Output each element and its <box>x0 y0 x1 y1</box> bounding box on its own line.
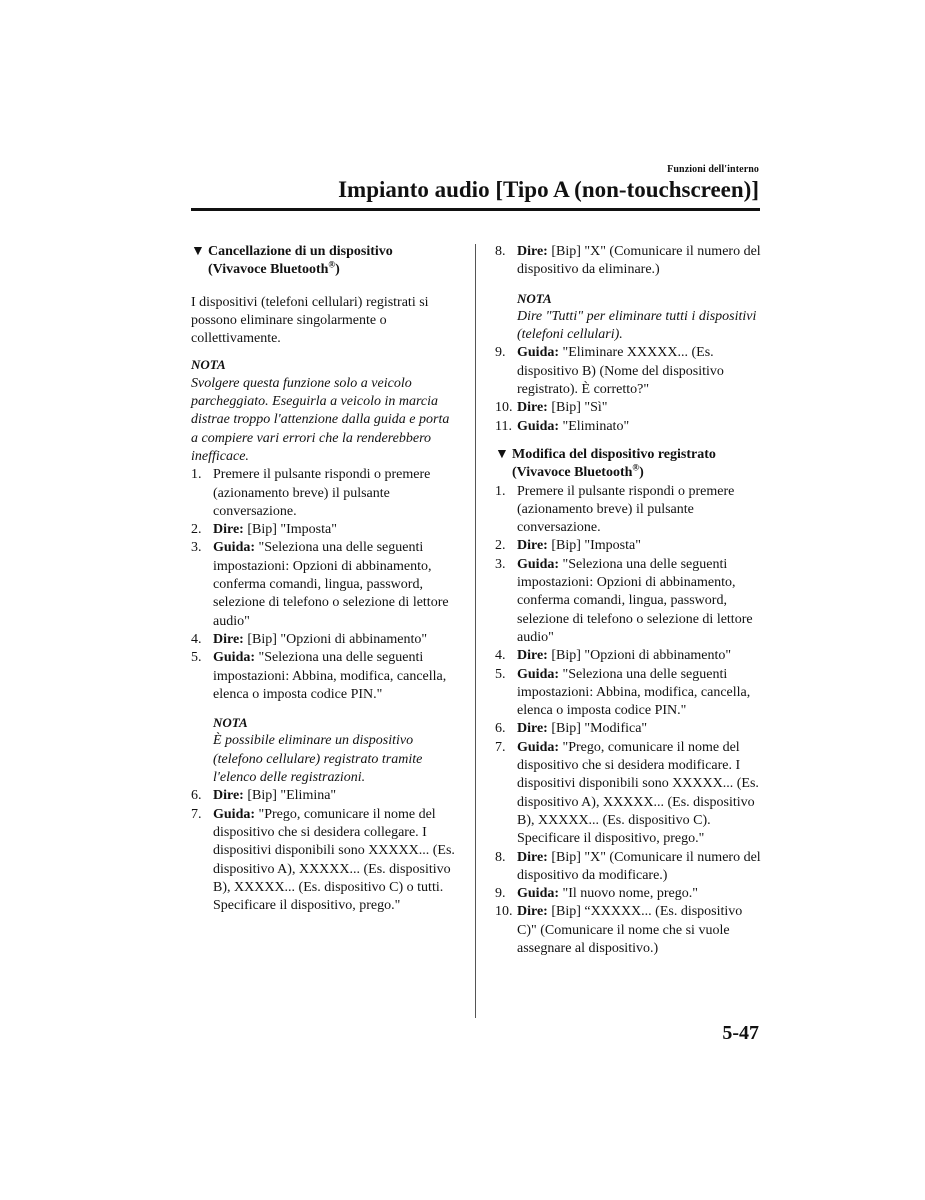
step-number: 10. <box>495 400 513 416</box>
step-text: [Bip] "Imposta" <box>243 522 337 538</box>
step-label: Guida: <box>517 739 560 755</box>
step-item <box>191 466 459 521</box>
step-item <box>191 806 459 916</box>
step-number: 6. <box>495 721 506 737</box>
note-title: NOTA <box>517 290 552 306</box>
step-label: Dire: <box>213 631 244 647</box>
steps-list <box>191 466 459 704</box>
step-item <box>191 649 459 704</box>
step-item <box>495 344 765 399</box>
step-number: 3. <box>191 540 202 556</box>
step-item <box>495 483 765 538</box>
subheading-line1: Modifica del dispositivo registrato <box>512 446 716 462</box>
step-item <box>495 903 765 958</box>
step-number: 4. <box>495 648 506 664</box>
step-label: Dire: <box>213 788 244 804</box>
step-label: Dire: <box>517 400 548 416</box>
step-text: "Eliminato" <box>559 418 630 434</box>
step-number: 5. <box>191 650 202 666</box>
step-text: "Il nuovo nome, prego." <box>559 886 698 902</box>
steps-list <box>495 243 765 280</box>
step-text: "Seleziona una delle seguenti impostazioni: Abbina, modifica, cancella, elenca o imposta codice PIN." <box>213 650 447 702</box>
step-item <box>495 739 765 849</box>
step-number: 5. <box>495 666 506 682</box>
step-label: Dire: <box>517 721 548 737</box>
step-label: Dire: <box>213 522 244 538</box>
step-item <box>495 243 765 280</box>
step-number: 2. <box>191 522 202 538</box>
step-item <box>191 787 459 805</box>
step-number: 7. <box>495 739 506 755</box>
step-item <box>495 666 765 721</box>
step-item <box>495 647 765 665</box>
step-label: Guida: <box>517 345 560 361</box>
step-label: Dire: <box>517 538 548 554</box>
step-text: [Bip] "Elimina" <box>243 788 337 804</box>
step-text: [Bip] "Imposta" <box>547 538 641 554</box>
step-number: 6. <box>191 788 202 804</box>
step-label: Dire: <box>517 904 548 920</box>
step-text: [Bip] "Modifica" <box>547 721 648 737</box>
step-number: 7. <box>191 806 202 822</box>
note-box <box>213 714 459 787</box>
intro-paragraph: I dispositivi (telefoni cellulari) registrati si possono eliminare singolarmente o collettivamente. <box>191 294 429 347</box>
subheading-delete-device <box>191 243 459 280</box>
step-item <box>495 418 765 436</box>
step-text: [Bip] "Opzioni di abbinamento" <box>547 648 732 664</box>
step-label: Guida: <box>517 556 560 572</box>
note-text: È possibile eliminare un dispositivo (telefono cellulare) registrato tramite l'elenco delle registrazioni. <box>213 733 423 786</box>
step-text: "Prego, comunicare il nome del dispositivo che si desidera modificare. I dispositivi disponibili sono XXXXX... (Es. dispositivo A), XXXXX... (Es. dispositivo B), XXXXX... (Es. dispositivo C). Specificare il dispositivo, prego." <box>517 739 759 847</box>
right-column <box>495 243 765 958</box>
step-item <box>495 399 765 417</box>
step-label: Guida: <box>517 666 560 682</box>
step-text: Premere il pulsante rispondi o premere (azionamento breve) il pulsante conversazione. <box>213 467 431 519</box>
triangle-down-icon: ▼ <box>191 244 205 259</box>
step-number: 1. <box>495 483 506 499</box>
page-number: 5-47 <box>722 1022 759 1044</box>
step-text: [Bip] "X" (Comunicare il numero del dispositivo da eliminare.) <box>517 244 761 278</box>
subheading-line2: (Vivavoce Bluetooth®) <box>512 462 644 481</box>
step-number: 8. <box>495 244 506 259</box>
note-title: NOTA <box>213 715 248 731</box>
subheading-line1: Cancellazione di un dispositivo <box>208 244 393 259</box>
steps-list <box>191 787 459 915</box>
page-title: Impianto audio [Tipo A (non-touchscreen)] <box>338 177 759 202</box>
step-text: "Seleziona una delle seguenti impostazioni: Opzioni di abbinamento, conferma comandi, lingua, password, selezione di telefono o selezione di lettore audio" <box>213 540 449 629</box>
step-text: "Seleziona una delle seguenti impostazioni: Abbina, modifica, cancella, elenca o imposta codice PIN." <box>517 666 751 719</box>
step-label: Guida: <box>517 886 560 902</box>
step-number: 3. <box>495 556 506 572</box>
header-rule <box>191 208 760 211</box>
note-box <box>517 290 765 345</box>
step-number: 8. <box>495 849 506 865</box>
step-item <box>495 537 765 555</box>
step-label: Dire: <box>517 849 548 865</box>
step-label: Guida: <box>213 540 256 556</box>
steps-list <box>495 483 765 959</box>
subheading-line2: (Vivavoce Bluetooth®) <box>208 259 340 278</box>
step-number: 2. <box>495 538 506 554</box>
step-text: [Bip] "Opzioni di abbinamento" <box>243 631 428 647</box>
left-column <box>191 243 459 915</box>
step-item <box>191 521 459 539</box>
step-text: [Bip] "X" (Comunicare il numero del dispositivo da modificare.) <box>517 849 761 883</box>
note-text: Svolgere questa funzione solo a veicolo parcheggiato. Eseguirla a veicolo in marcia distrae troppo l'attenzione dalla guida e porta a compiere vari errori che la renderebbero inefficace. <box>191 375 450 464</box>
triangle-down-icon: ▼ <box>495 446 509 462</box>
column-divider <box>475 244 476 1018</box>
step-item <box>495 885 765 903</box>
step-text: [Bip] "Sì" <box>547 400 608 416</box>
step-text: "Seleziona una delle seguenti impostazioni: Opzioni di abbinamento, conferma comandi, lingua, password, selezione di telefono o selezione di lettore audio" <box>517 556 753 645</box>
step-label: Dire: <box>517 244 548 259</box>
step-item <box>495 849 765 886</box>
step-number: 4. <box>191 631 202 647</box>
step-label: Guida: <box>517 418 560 434</box>
section-label: Funzioni dell'interno <box>667 164 759 175</box>
step-label: Guida: <box>213 806 256 822</box>
steps-list <box>495 344 765 435</box>
step-text: [Bip] “XXXXX... (Es. dispositivo C)" (Comunicare il nome che si vuole assegnare al dispositivo.) <box>517 904 743 956</box>
step-number: 11. <box>495 418 512 434</box>
step-label: Dire: <box>517 648 548 664</box>
step-text: "Eliminare XXXXX... (Es. dispositivo B) (Nome del dispositivo registrato). È corretto?" <box>517 345 724 398</box>
subheading-modify-device <box>495 446 765 483</box>
note-title: NOTA <box>191 357 226 373</box>
note-box <box>191 356 459 466</box>
step-item <box>495 720 765 738</box>
note-text: Dire "Tutti" per eliminare tutti i dispositivi (telefoni cellulari). <box>517 308 757 343</box>
step-item <box>495 556 765 647</box>
step-text: "Prego, comunicare il nome del dispositivo che si desidera collegare. I dispositivi disponibili sono XXXXX... (Es. dispositivo A), XXXXX... (Es. dispositivo B), XXXXX... (Es. dispositivo C) o tutti. Specificare il dispositivo, prego." <box>213 806 455 914</box>
step-number: 9. <box>495 345 506 361</box>
step-item <box>191 539 459 630</box>
step-text: Premere il pulsante rispondi o premere (azionamento breve) il pulsante conversazione. <box>517 483 735 536</box>
step-number: 1. <box>191 467 202 483</box>
step-label: Guida: <box>213 650 256 666</box>
step-item <box>191 631 459 649</box>
step-number: 9. <box>495 886 506 902</box>
step-number: 10. <box>495 904 513 920</box>
